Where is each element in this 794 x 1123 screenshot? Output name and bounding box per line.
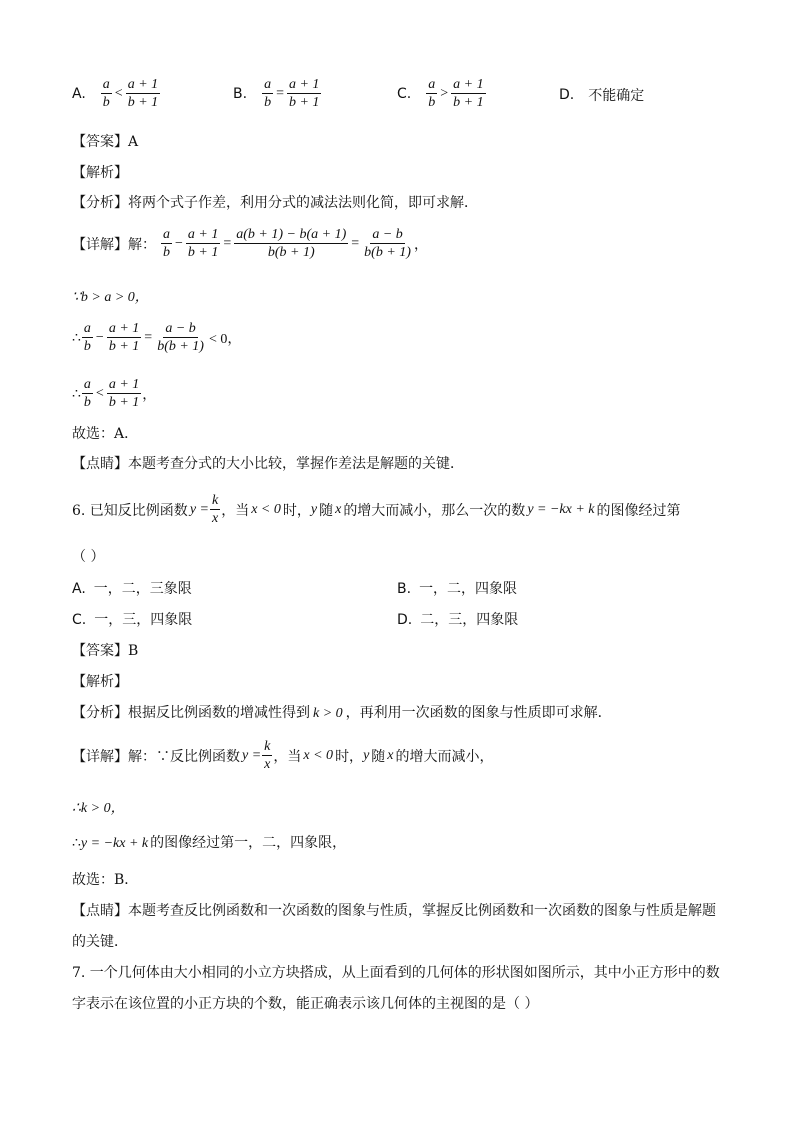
choose-line: 故选：A． xyxy=(72,426,139,442)
fraction: $\frac{a + 1}{b + 1}$ xyxy=(127,77,159,110)
comment-line: 【点睛】本题考查反比例函数和一次函数的图象与性质，掌握反比例函数和一次函数的图象与性质是解题 xyxy=(72,903,716,919)
analysis-heading: 【解析】 xyxy=(72,165,128,181)
comment-line-cont: 的关键． xyxy=(72,934,128,950)
question-6-stem: 6. 已知反比例函数 y = $\frac{k}{x}$ ，当 x < 0 时， y 随 x 的增大而减小，那么一次的数 y = −kx + k 的图像经过第 xyxy=(72,493,681,526)
question-7-line-1: 7. 一个几何体由大小相同的小立方块搭成，从上面看到的几何体的形状图如图所示，其中小正方形中的数 xyxy=(72,965,720,981)
q6-option-a: A. 一，二，三象限 xyxy=(72,581,192,597)
analysis-summary: 【分析】根据反比例函数的增减性得到 k > 0 ，再利用一次函数的图象与性质即可求解． xyxy=(72,705,612,721)
q6-option-c: C. 一，三，四象限 xyxy=(72,612,193,628)
comment-line: 【点睛】本题考查分式的大小比较，掌握作差法是解题的关键． xyxy=(72,456,464,472)
detail-equation-2: ∴ $\frac{a}{b}$ − $\frac{a + 1}{b + 1}$ = $\frac{a - b}{b(b + 1)}$ < 0， xyxy=(72,321,242,354)
choose-line: 故选：B． xyxy=(72,872,139,888)
option-c: C. $\frac{a}{b}$ > $\frac{a + 1}{b + 1}$ xyxy=(397,77,484,110)
answer-parentheses: （ ） xyxy=(72,549,105,565)
therefore-k: ∴k > 0， xyxy=(72,801,125,816)
answer-line: 【答案】A xyxy=(72,134,139,150)
option-b: B. $\frac{a}{b}$ = $\frac{a + 1}{b + 1}$ xyxy=(233,77,320,110)
answer-line: 【答案】B xyxy=(72,643,139,659)
option-d: D. 不能确定 xyxy=(559,87,645,104)
q6-option-b: B. 一，二，四象限 xyxy=(397,581,518,597)
q6-option-d: D. 二，三，四象限 xyxy=(397,612,519,628)
therefore-func: ∴y = −kx + k 的图像经过第一，二，四象限， xyxy=(72,835,347,851)
detail-equation-3: ∴ $\frac{a}{b}$ < $\frac{a + 1}{b + 1}$ ， xyxy=(72,377,157,410)
analysis-summary: 【分析】将两个式子作差，利用分式的减法法则化简，即可求解． xyxy=(72,195,478,211)
fraction: $\frac{a}{b}$ xyxy=(102,77,110,110)
detail-equation-1: 【详解】 解： $\frac{a}{b}$ − $\frac{a + 1}{b + 1}$ = $\frac{a(b + 1) - b(a + 1)}{b(b + 1)}$ = $\frac{a - b}{b(b + 1)}$ ， xyxy=(72,227,428,260)
option-a: A. $\frac{a}{b}$ < $\frac{a + 1}{b + 1}$ xyxy=(72,77,159,110)
q6-detail-line: 【详解】 解：∵反比例函数 y = $\frac{k}{x}$ ，当 x < 0 时， y 随 x 的增大而减小， xyxy=(72,739,494,772)
analysis-heading: 【解析】 xyxy=(72,674,128,690)
because-line: ∵b > a > 0， xyxy=(72,290,149,305)
question-7-line-2: 字表示在该位置的小正方块的个数，能正确表示该几何体的主视图的是（ ） xyxy=(72,996,539,1012)
option-label: A. xyxy=(72,85,86,102)
